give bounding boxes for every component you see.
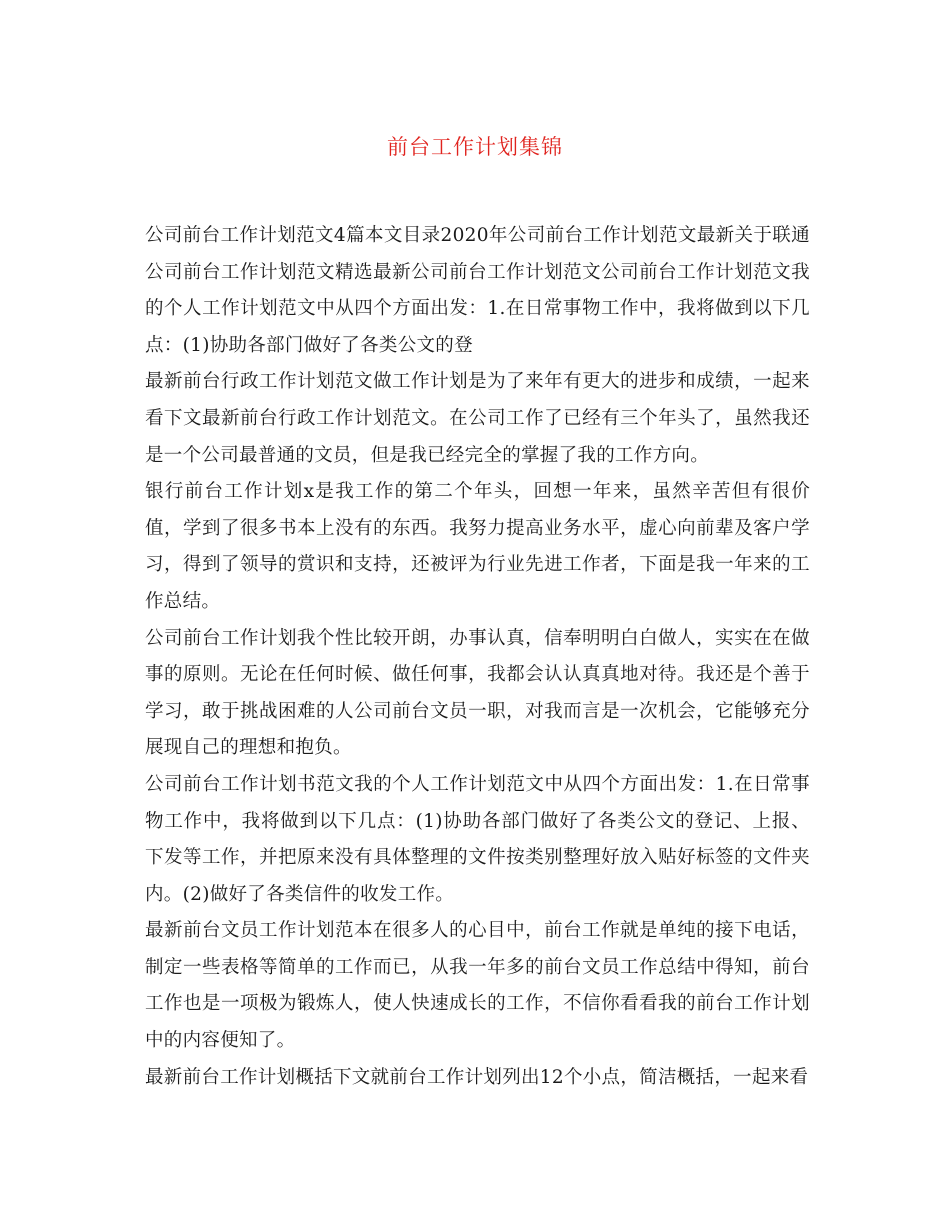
paragraph: 最新前台文员工作计划范本在很多人的心目中，前台工作就是单纯的接下电话，制定一些表格等简单的工作而已，从我一年多的前台文员工作总结中得知，前台工作也是一项极为锻炼人，使人快速成长的工作，不信你看看我的前台工作计划中的内容便知了。 [145,920,810,1052]
paragraph: 公司前台工作计划书范文我的个人工作计划范文中从四个方面出发：1.在日常事物工作中，我将做到以下几点：(1)协助各部门做好了各类公文的登记、上报、下发等工作，并把原来没有具体整理的文件按类别整理好放入贴好标签的文件夹内。(2)做好了各类信件的收发工作。 [145,773,810,905]
paragraph: 最新前台行政工作计划范文做工作计划是为了来年有更大的进步和成绩，一起来看下文最新前台行政工作计划范文。在公司工作了已经有三个年头了，虽然我还是一个公司最普通的文员，但是我已经完全的掌握了我的工作方向。 [145,371,810,466]
paragraph: 公司前台工作计划范文4篇本文目录2020年公司前台工作计划范文最新关于联通公司前台工作计划范文精选最新公司前台工作计划范文公司前台工作计划范文我的个人工作计划范文中从四个方面出发：1.在日常事物工作中，我将做到以下几点：(1)协助各部门做好了各类公文的登 [145,225,810,356]
document-title: 前台工作计划集锦 [387,135,563,159]
paragraph: 公司前台工作计划我个性比较开朗，办事认真，信奉明明白白做人，实实在在做事的原则。无论在任何时候、做任何事，我都会认认真真地对待。我还是个善于学习，敢于挑战困难的人公司前台文员一职，对我而言是一次机会，它能够充分展现自己的理想和抱负。 [145,627,810,759]
document-body [145,218,810,1096]
paragraph: 银行前台工作计划x是我工作的第二个年头，回想一年来，虽然辛苦但有很价值，学到了很多书本上没有的东西。我努力提高业务水平，虚心向前辈及客户学习，得到了领导的赏识和支持，还被评为行业先进工作者，下面是我一年来的工作总结。 [145,481,810,612]
paragraph: 最新前台工作计划概括下文就前台工作计划列出12个小点，简洁概括，一起来看 [145,1066,809,1088]
